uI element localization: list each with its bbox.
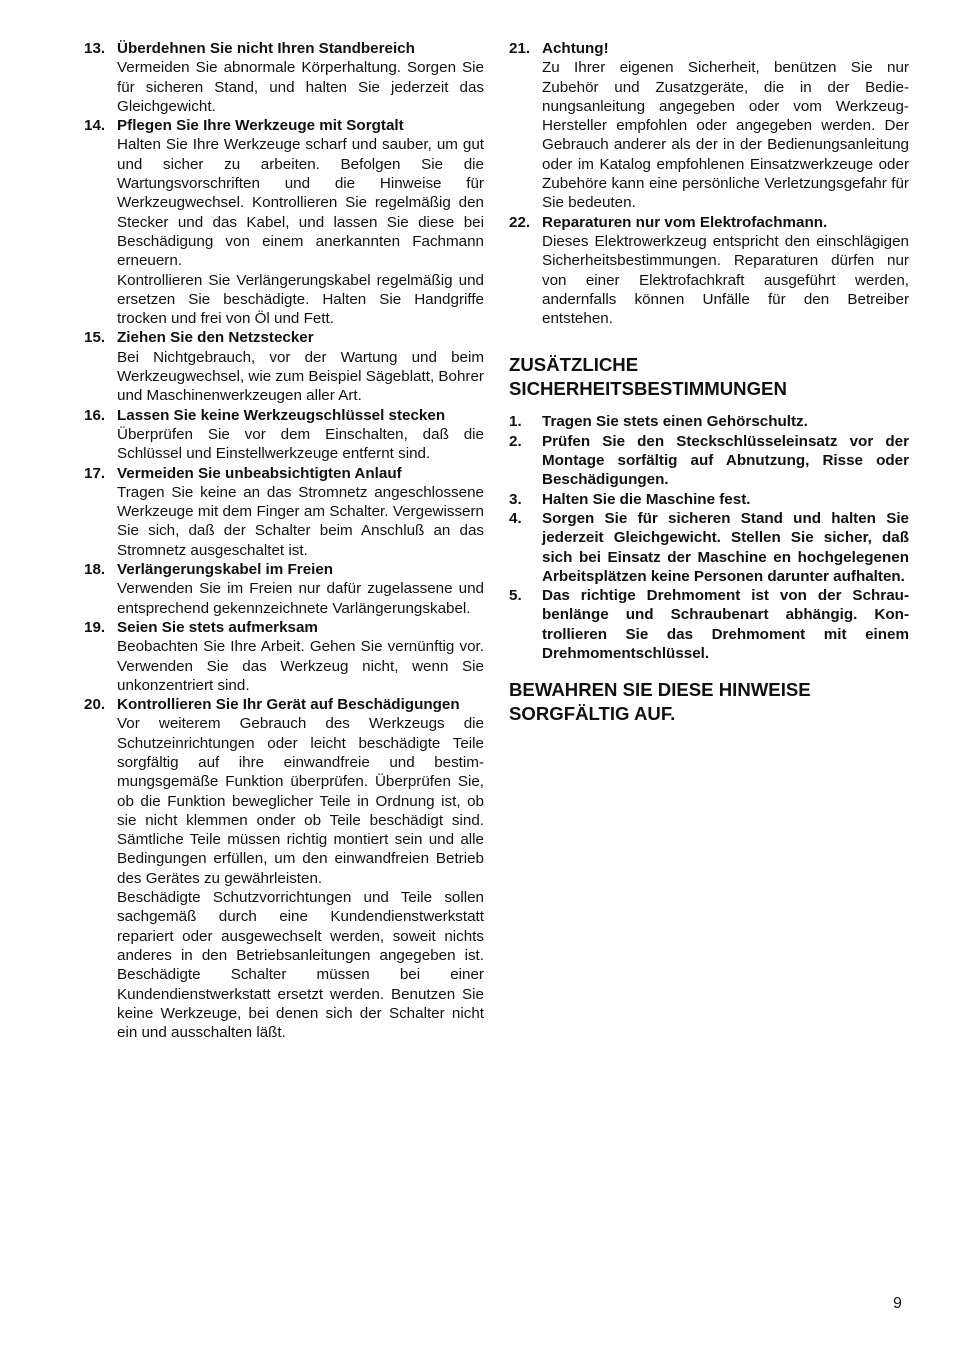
item-number: 4. bbox=[509, 509, 522, 527]
item-paragraph: Zu Ihrer eigenen Sicherheit, benützen Sie nur Zubehör und Zusatzgeräte, die in der Bedienungsanleitung angegeben oder vom Werkzeug-Hersteller empfohlen oder angegeben werden. Der Gebrauch anderer als der in der Bedienungsanleitung oder im Katalog empfohlenen Einsatzwerkzeuge oder Zubehöre kann eine persönliche Verletzungsgefahr für Sie bedeuten. bbox=[542, 59, 909, 212]
item-paragraph: Bei Nichtgebrauch, vor der Wartung und beim Werkzeugwechsel, wie zum Beispiel Sägeblatt, Bohrer und Maschinenwerkzeugen aller Art. bbox=[117, 348, 484, 405]
item-content bbox=[117, 39, 484, 116]
item-content bbox=[117, 328, 484, 405]
list-item bbox=[84, 695, 484, 1042]
list-item bbox=[84, 406, 484, 464]
section-heading-bewahren bbox=[509, 678, 909, 726]
item-paragraph: Dieses Elektrowerkzeug entspricht den einschlägigen Sicherheitsbestimmungen. Reparaturen dürfen nur von einer Elektrofachkraft ausgeführt werden, andernfalls können Unfälle für den Betreiber entstehen. bbox=[542, 232, 909, 328]
item-content bbox=[117, 116, 484, 328]
list-item bbox=[509, 432, 909, 490]
item-number: 16. bbox=[84, 406, 106, 424]
item-title: Kontrollieren Sie Ihr Gerät auf Beschädigungen bbox=[117, 696, 460, 714]
item-number: 19. bbox=[84, 618, 106, 636]
item-title: Pflegen Sie Ihre Werkzeuge mit Sorgtalt bbox=[117, 117, 404, 135]
item-paragraph: Verwenden Sie im Freien nur dafür zugelassene und entsprechend gekennzeichnete Varlängerungskabel. bbox=[117, 580, 484, 617]
item-paragraph: Tragen Sie keine an das Stromnetz angeschlossene Werkzeuge mit dem Finger am Schalter. Vergewissern Sie sich, daß der Schalter beim Anschluß an das Stromnetz ausgeschaltet ist. bbox=[117, 483, 484, 559]
list-item bbox=[509, 509, 909, 586]
item-number: 20. bbox=[84, 696, 106, 714]
item-number: 1. bbox=[509, 413, 522, 431]
item-paragraph: Halten Sie Ihre Werkzeuge scharf und sauber, um gut und sicher zu arbeiten. Befolgen Sie die Wartungsvorschriften und die Hinweise für Werkzeugwechsel. Kontrollieren Sie regelmäßig den Stecker und das Kabel, und lassen Sie diese bei Beschädigung von einem anerkannten Fachmann erneuern. bbox=[117, 136, 484, 270]
item-number: 18. bbox=[84, 561, 106, 579]
list-item bbox=[84, 116, 484, 328]
item-number: 5. bbox=[509, 587, 522, 605]
item-title: Seien Sie stets aufmerksam bbox=[117, 618, 318, 636]
item-content bbox=[542, 213, 909, 329]
item-number: 2. bbox=[509, 432, 522, 450]
item-title: Reparaturen nur vom Elektrofachmann. bbox=[542, 213, 828, 231]
item-number: 17. bbox=[84, 464, 106, 482]
list-item bbox=[509, 490, 909, 509]
list-item bbox=[84, 39, 484, 116]
item-paragraph: Kontrollieren Sie Verlängerungskabel regelmäßig und ersetzen Sie beschädigte. Halten Sie Handgriffe trocken und frei von Öl und Fett. bbox=[117, 271, 484, 328]
item-number: 13. bbox=[84, 40, 106, 57]
right-item-list bbox=[509, 39, 909, 328]
item-title: Vermeiden Sie unbeabsichtigten Anlauf bbox=[117, 464, 402, 482]
right-column bbox=[509, 39, 909, 726]
item-title: Achtung! bbox=[542, 40, 609, 57]
heading-line: SICHERHEITSBESTIMMUNGEN bbox=[509, 378, 787, 400]
item-title: Verlängerungskabel im Freien bbox=[117, 561, 334, 579]
item-content bbox=[117, 406, 484, 464]
item-title: Überdehnen Sie nicht Ihren Standbereich bbox=[117, 40, 415, 57]
item-paragraph: Beschädigte Schutzvorrichtungen und Teile sollen sachgemäß durch eine Kundendienstwerkstatt repariert oder ausgewechselt werden, soweit nichts anderes in den Betriebsanleitungen angegeben ist. Beschädigte Schalter müssen bei einer Kundendienstwerkstatt ersetzt werden. Benutzen Sie keine Werkzeuge, bei denen sich der Schalter nicht ein und ausschalten läßt. bbox=[117, 889, 484, 1042]
item-text: Tragen Sie stets einen Gehörschultz. bbox=[542, 413, 808, 431]
item-content bbox=[117, 560, 484, 618]
list-item bbox=[509, 412, 909, 431]
left-column bbox=[84, 39, 484, 1042]
item-text: Prüfen Sie den Steckschlüsseleinsatz vor der Montage sorfältig auf Abnutzung, Risse oder Beschädigungen. bbox=[542, 432, 909, 489]
item-number: 14. bbox=[84, 117, 106, 135]
zusaetzliche-list bbox=[509, 412, 909, 663]
section-heading-zusaetzliche bbox=[509, 353, 909, 401]
item-text: Sorgen Sie für sicheren Stand und halten Sie jederzeit Gleichgewicht. Stellen Sie sicher, daß sich bei Einsatz der Maschine en hochgelegenen Arbeitsplätzen keine Personen darunter aufhalten. bbox=[542, 509, 909, 585]
item-content bbox=[117, 464, 484, 560]
item-title: Lassen Sie keine Werkzeugschlüssel stecken bbox=[117, 406, 446, 424]
item-number: 3. bbox=[509, 490, 522, 508]
item-paragraph: Vor weiterem Gebrauch des Werkzeugs die Schutzeinrichtungen oder leicht beschädigte Teile sorgfältig auf ihre einwandfreie und bestimmungsgemäße Funktion überprüfen. Überprüfen Sie, ob die Funktion beweglicher Teile in Ordnung ist, ob sie nicht klemmen onder ob Teile beschädigt sind. Sämtliche Teile müssen richtig montiert sein und alle Bedingungen erfüllen, um den einwandfreien Betrieb des Gerätes zu gewährleisten. bbox=[117, 715, 484, 887]
item-number: 22. bbox=[509, 213, 531, 231]
item-number: 21. bbox=[509, 40, 531, 57]
list-item bbox=[509, 39, 909, 213]
item-number: 15. bbox=[84, 329, 106, 347]
list-item bbox=[84, 560, 484, 618]
item-title: Ziehen Sie den Netzstecker bbox=[117, 329, 314, 347]
page-number: 9 bbox=[893, 1295, 902, 1312]
list-item bbox=[84, 328, 484, 405]
list-item bbox=[509, 213, 909, 329]
item-text: Das richtige Drehmoment ist von der Schraubenlänge und Schraubenart abhängig. Kontrollieren Sie das Drehmoment mit einem Drehmomentschlüssel. bbox=[542, 587, 909, 663]
item-content bbox=[117, 618, 484, 695]
item-paragraph: Vermeiden Sie abnormale Körperhaltung. Sorgen Sie für sicheren Stand, und halten Sie jederzeit das Gleichgewicht. bbox=[117, 59, 484, 115]
list-item bbox=[84, 464, 484, 560]
item-text: Halten Sie die Maschine fest. bbox=[542, 490, 751, 508]
item-content bbox=[117, 695, 484, 1042]
heading-line: ZUSÄTZLICHE bbox=[509, 354, 639, 376]
list-item bbox=[509, 586, 909, 663]
list-item bbox=[84, 618, 484, 695]
item-paragraph: Überprüfen Sie vor dem Einschalten, daß die Schlüssel und Einstellwerkzeuge entfernt sind. bbox=[117, 425, 484, 463]
item-content bbox=[542, 39, 909, 213]
item-paragraph: Beobachten Sie Ihre Arbeit. Gehen Sie vernünftig vor. Verwenden Sie das Werkzeug nicht, wenn Sie unkonzentriert sind. bbox=[117, 638, 484, 694]
heading-line: SORGFÄLTIG AUF. bbox=[509, 703, 676, 725]
heading-line: BEWAHREN SIE DIESE HINWEISE bbox=[509, 679, 811, 701]
